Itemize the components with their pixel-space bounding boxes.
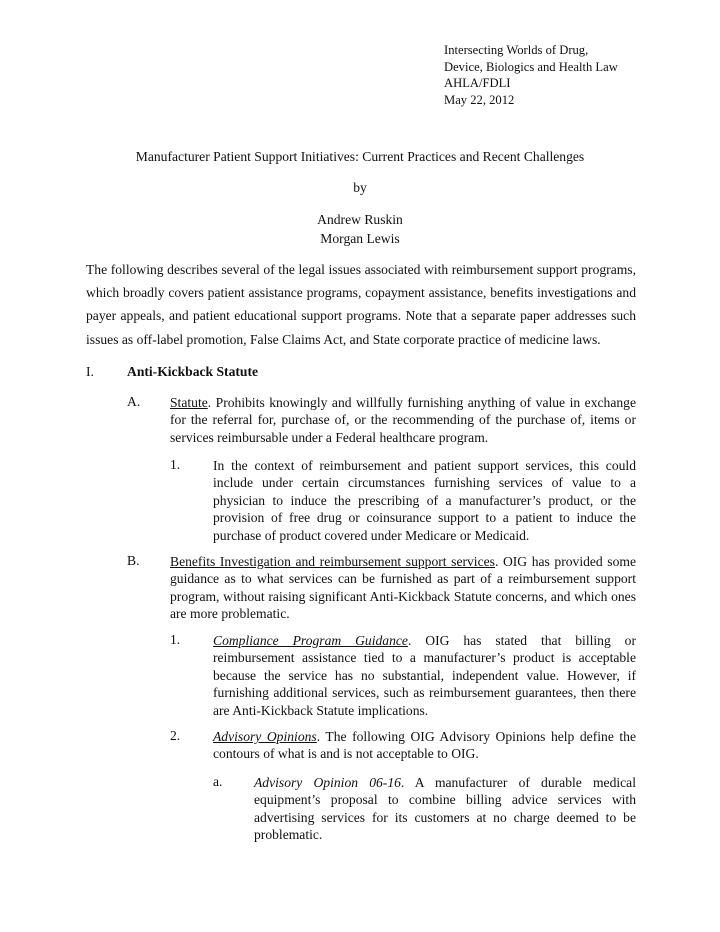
- item-body: . Prohibits knowingly and willfully furnishing anything of value in exchange for the referral for, purchase of, or the recommending of the purchase of, items or services reimbursable under a Federal healthcare program.: [170, 395, 636, 445]
- item-body: . OIG has provided some guidance as to what services can be furnished as part of a reimbursement support program, without raising significant Anti-Kickback Statute concerns, and which ones are more problematic.: [170, 554, 636, 622]
- section-number: I.: [86, 364, 94, 379]
- item-heading: Statute: [170, 395, 208, 410]
- item-heading: Compliance Program Guidance: [213, 633, 408, 648]
- item-marker: 1.: [170, 632, 181, 647]
- header-date: May 22, 2012: [444, 92, 515, 107]
- item-heading: Advisory Opinion 06-16: [254, 775, 401, 790]
- item-marker: A.: [127, 394, 141, 409]
- item-marker: a.: [213, 774, 223, 789]
- section-title: Anti-Kickback Statute: [127, 364, 259, 379]
- author-name: Andrew Ruskin: [317, 212, 403, 227]
- item-heading: Benefits Investigation and reimbursement support services: [170, 554, 495, 569]
- header-line: AHLA/FDLI: [444, 76, 511, 91]
- item-body: In the context of reimbursement and patient support services, this could include under certain circumstances furnishing services of value to a physician to induce the prescribing of a manufacturer’s product, or the provision of free drug or coinsurance support to a patient to induce the purchase of product covered under Medicare or Medicaid.: [213, 458, 636, 543]
- header-line: Device, Biologics and Health Law: [444, 59, 618, 74]
- header-line: Intersecting Worlds of Drug,: [444, 43, 589, 57]
- item-text: [254, 774, 636, 844]
- item-text: [170, 553, 636, 623]
- item-marker: 1.: [170, 457, 181, 472]
- item-text: [213, 632, 636, 719]
- author-firm: Morgan Lewis: [320, 231, 400, 246]
- item-body: . OIG has stated that billing or reimbursement assistance tied to a manufacturer’s product is acceptable because the service has no substantial, independent value. However, if furnishing additional services, such as reimbursement guarantees, then there are Anti-Kickback Statute implications.: [213, 633, 636, 718]
- item-body: . A manufacturer of durable medical equipment’s proposal to combine billing advice services with advertising services for its customers at no charge deemed to be problematic.: [254, 775, 636, 843]
- authors: [0, 210, 720, 248]
- document-title: Manufacturer Patient Support Initiatives: Current Practices and Recent Challenges: [135, 149, 585, 164]
- item-text: [213, 728, 636, 763]
- item-text: [170, 394, 636, 446]
- conference-header: [444, 42, 618, 108]
- item-marker: 2.: [170, 728, 181, 743]
- item-body: . The following OIG Advisory Opinions help define the contours of what is and is not acceptable to OIG.: [213, 729, 636, 762]
- intro-paragraph: The following describes several of the legal issues associated with reimbursement support programs, which broadly covers patient assistance programs, copayment assistance, benefits investigations and payer appeals, and patient educational support programs. Note that a separate paper addresses such issues as off-label promotion, False Claims Act, and State corporate practice of medicine laws.: [86, 262, 636, 347]
- byline-by: by: [353, 180, 367, 195]
- item-marker: B.: [127, 553, 140, 568]
- item-heading: Advisory Opinions: [213, 729, 317, 744]
